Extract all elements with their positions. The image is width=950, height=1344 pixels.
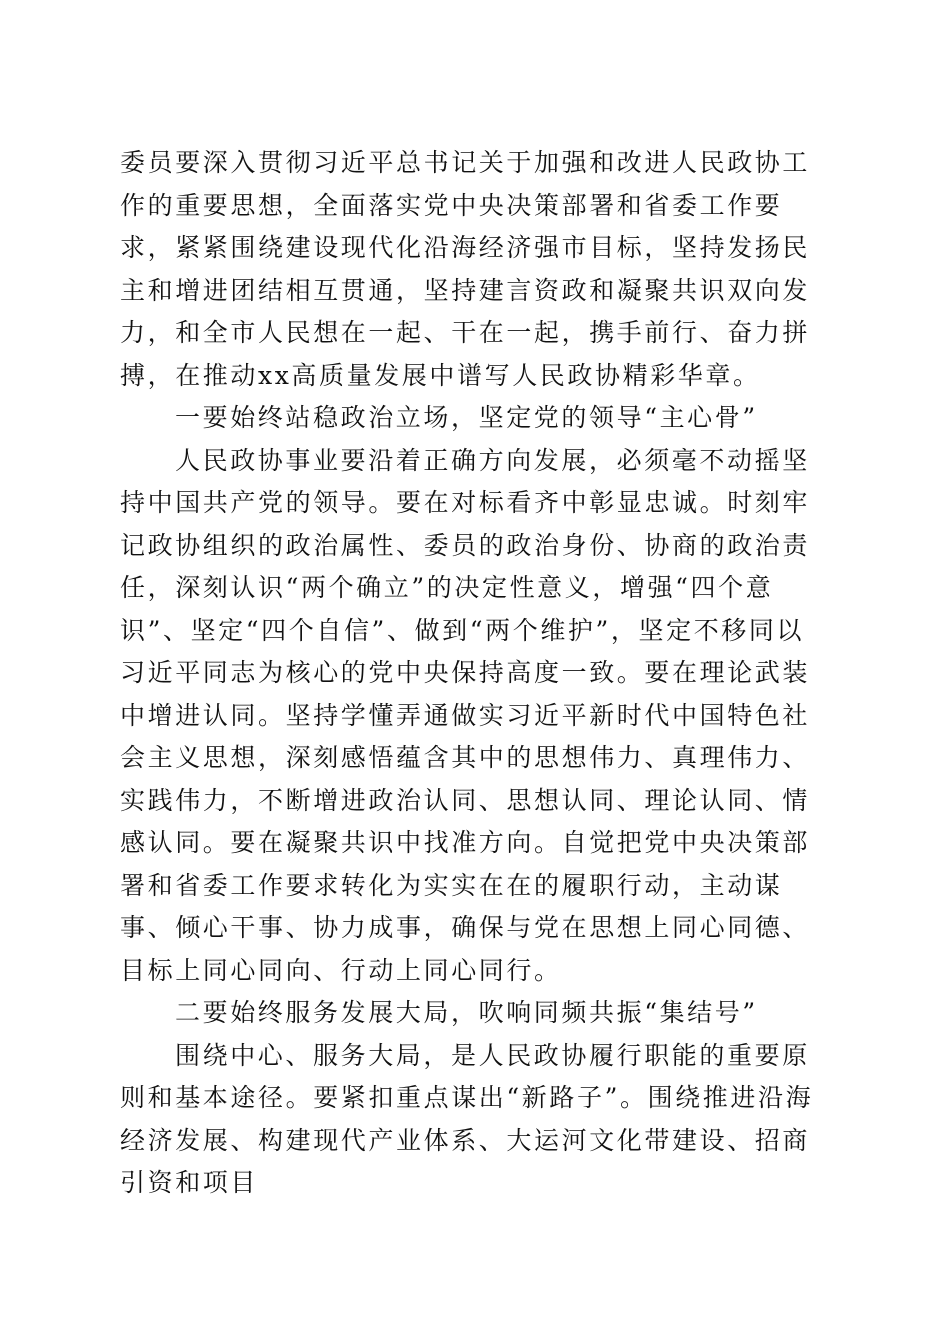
section-heading-1: 一要始终站稳政治立场，坚定党的领导“主心骨” [175, 403, 758, 432]
paragraph-continued-intro: 委员要深入贯彻习近平总书记关于加强和改进人民政协工作的重要思想，全面落实党中央决策部署和省委工作要求，紧紧围绕建设现代化沿海经济强市目标，坚持发扬民主和增进团结相互贯通，坚持建言资政和凝聚共识双向发力，和全市人民想在一起、干在一起，携手前行、奋力拼搏，在推动xx高质量发展中谱写人民政协精彩华章。 [120, 148, 811, 390]
document-body [120, 142, 830, 1205]
paragraph-section-2: 围绕中心、服务大局，是人民政协履行职能的重要原则和基本途径。要紧扣重点谋出“新路子”。围绕推进沿海经济发展、构建现代产业体系、大运河文化带建设、招商引资和项目 [120, 1040, 814, 1197]
paragraph-section-1: 人民政协事业要沿着正确方向发展，必须毫不动摇坚持中国共产党的领导。要在对标看齐中彰显忠诚。时刻牢记政协组织的政治属性、委员的政治身份、协商的政治责任，深刻认识“两个确立”的决定性意义，增强“四个意识”、坚定“四个自信”、做到“两个维护”，坚定不移同以习近平同志为核心的党中央保持高度一致。要在理论武装中增进认同。坚持学懂弄通做实习近平新时代中国特色社会主义思想，深刻感悟蕴含其中的思想伟力、真理伟力、实践伟力，不断增进政治认同、思想认同、理论认同、情感认同。要在凝聚共识中找准方向。自觉把党中央决策部署和省委工作要求转化为实实在在的履职行动，主动谋事、倾心干事、协力成事，确保与党在思想上同心同德、目标上同心同向、行动上同心同行。 [120, 445, 811, 985]
section-heading-2: 二要始终服务发展大局，吹响同频共振“集结号” [175, 998, 758, 1027]
